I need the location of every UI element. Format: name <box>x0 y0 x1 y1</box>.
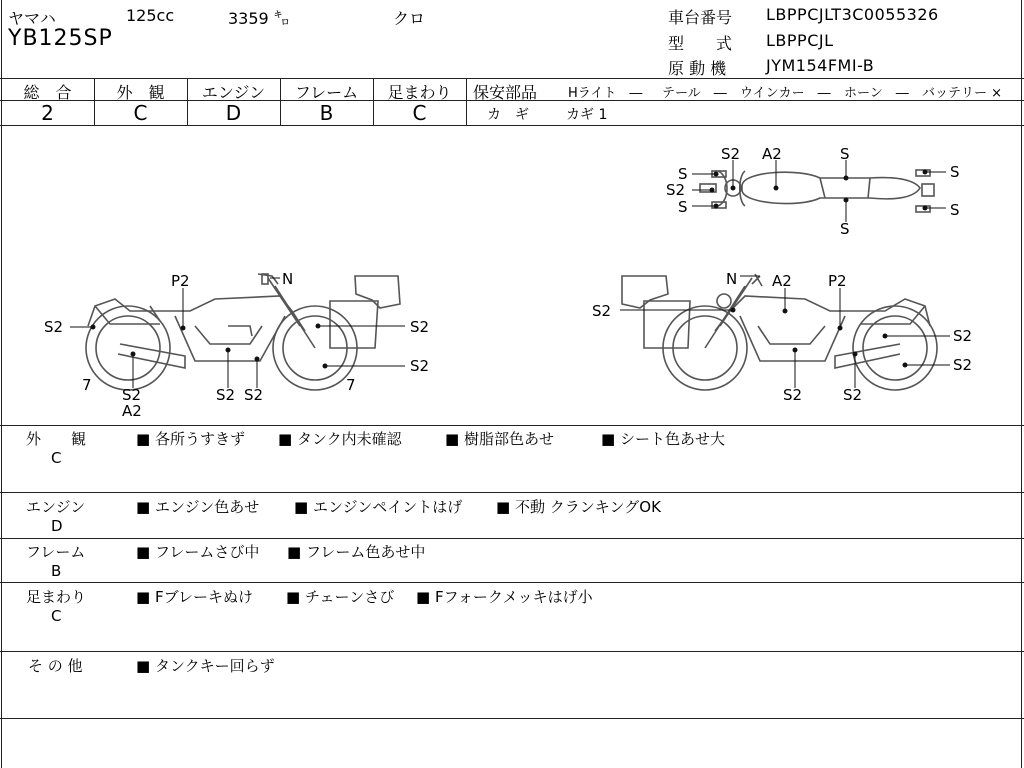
note-engine-item-2: ■ エンジンペイントはげ <box>294 498 463 516</box>
grade-suspension-value: C <box>412 101 427 125</box>
left-label-s2-b: S2 <box>216 386 236 404</box>
right-label-n: N <box>726 270 738 288</box>
frame-no-label: 車台番号 <box>668 8 733 27</box>
safety-item-tail: テール ― <box>662 86 727 101</box>
left-label-s2-front: S2 <box>410 357 430 375</box>
left-label-s2-tail: S2 <box>44 318 64 336</box>
note-engine-label: エンジン <box>26 498 86 516</box>
left-label-7-front: 7 <box>346 376 356 394</box>
safety-item-headlight: Hライト ― <box>568 86 643 101</box>
left-label-s2-fork: S2 <box>410 318 430 336</box>
grade-overall-value: 2 <box>41 101 54 125</box>
grade-frame-label: フレーム <box>294 83 359 102</box>
grade-suspension-label: 足まわり <box>387 83 452 102</box>
note-suspension-item-2: ■ チェーンさび <box>286 588 395 606</box>
note-suspension-item-3: ■ Fフォークメッキはげ小 <box>416 588 593 606</box>
top-label-a2: A2 <box>762 145 782 163</box>
note-frame-item-2: ■ フレーム色あせ中 <box>287 543 426 561</box>
top-label-s-l2: S <box>678 198 688 216</box>
note-engine-grade: D <box>51 517 63 535</box>
left-label-a2-a: A2 <box>122 402 142 420</box>
top-label-s-r1: S <box>950 163 960 181</box>
grade-overall-label: 総 合 <box>23 83 72 102</box>
note-exterior-item-2: ■ タンク内未確認 <box>278 430 402 448</box>
right-label-s2-rear1: S2 <box>953 327 973 345</box>
maker: ヤマハ <box>8 9 56 28</box>
left-label-7-rear: 7 <box>82 376 92 394</box>
note-suspension-label: 足まわり <box>26 588 87 606</box>
right-label-s2-rear2: S2 <box>953 356 973 374</box>
grade-engine-value: D <box>225 101 242 125</box>
note-engine-item-3: ■ 不動 クランキングOK <box>496 498 661 516</box>
left-label-s2-c: S2 <box>244 386 264 404</box>
note-other-item-1: ■ タンクキー回らず <box>136 657 275 675</box>
left-label-n: N <box>282 270 294 288</box>
safety-item-battery: バッテリー × <box>922 86 1003 101</box>
safety-label: 保安部品 <box>473 83 538 102</box>
bike-top-view <box>700 170 934 212</box>
leaders-top <box>692 160 946 222</box>
top-label-s-l1: S <box>678 165 688 183</box>
frame-no: LBPPCJLT3C0055326 <box>766 5 939 24</box>
right-label-s2-low1: S2 <box>783 386 803 404</box>
left-label-s2-a: S2 <box>122 386 142 404</box>
engine-value: JYM154FMI-B <box>766 56 875 75</box>
note-exterior-grade: C <box>51 449 62 467</box>
note-other-label: そ の 他 <box>28 657 83 675</box>
note-suspension-grade: C <box>51 607 62 625</box>
note-exterior-item-1: ■ 各所うすきず <box>136 430 245 448</box>
left-label-p2: P2 <box>171 272 190 290</box>
type-label: 型 式 <box>668 34 733 53</box>
engine-label: 原 動 機 <box>668 59 727 78</box>
key-value: カギ 1 <box>566 107 608 123</box>
grade-engine-label: エンジン <box>201 83 266 102</box>
right-label-a2: A2 <box>772 272 792 290</box>
top-label-s2: S2 <box>721 145 741 163</box>
note-engine-item-1: ■ エンジン色あせ <box>136 498 260 516</box>
safety-item-horn: ホーン ― <box>844 86 909 101</box>
note-frame-grade: B <box>51 562 62 580</box>
damage-diagram <box>0 126 1024 424</box>
note-exterior-item-4: ■ シート色あせ大 <box>601 430 725 448</box>
type-value: LBPPCJL <box>766 31 834 50</box>
top-label-s-mid-top: S <box>840 145 850 163</box>
note-exterior-label: 外 観 <box>26 430 87 448</box>
color: クロ <box>393 9 426 28</box>
grade-exterior-label: 外 観 <box>116 83 165 102</box>
note-frame-item-1: ■ フレームさび中 <box>136 543 260 561</box>
bike-right-side-view <box>622 274 937 390</box>
grade-frame-value: B <box>319 101 334 125</box>
key-label: カ ギ <box>487 107 529 123</box>
note-suspension-item-1: ■ Fブレーキぬけ <box>136 588 253 606</box>
top-label-s-r2: S <box>950 201 960 219</box>
note-exterior-item-3: ■ 樹脂部色あせ <box>445 430 554 448</box>
mileage: 3359 ㌔ <box>228 9 290 28</box>
top-label-s-mid-bot: S <box>840 220 850 238</box>
right-label-p2: P2 <box>828 272 847 290</box>
grade-exterior-value: C <box>133 101 148 125</box>
safety-item-winker: ウインカー ― <box>740 86 831 101</box>
note-frame-label: フレーム <box>26 543 86 561</box>
right-label-s2-front: S2 <box>592 302 612 320</box>
right-label-s2-low2: S2 <box>843 386 863 404</box>
top-label-s2-l: S2 <box>666 181 686 199</box>
model-name: YB125SP <box>8 26 113 51</box>
displacement: 125cc <box>126 6 175 25</box>
